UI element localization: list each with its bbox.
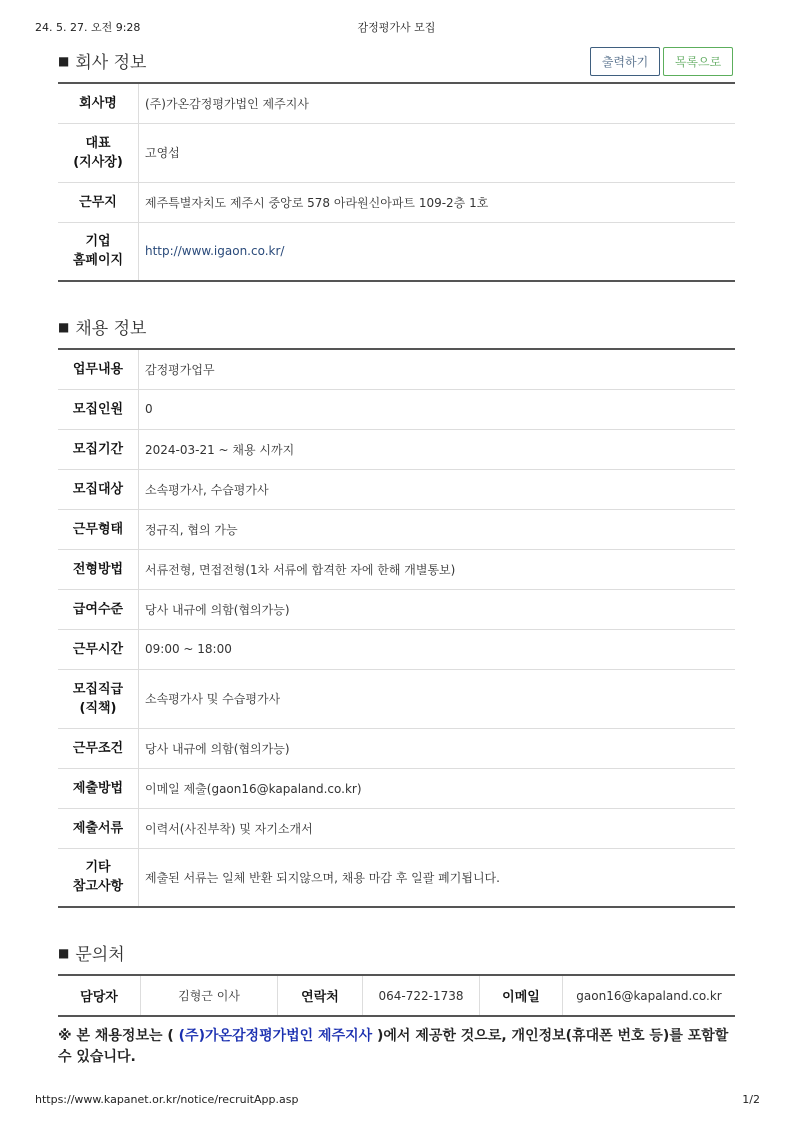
row-label: 전형방법 (58, 549, 139, 589)
table-row (58, 669, 735, 728)
workplace-value: 제주특별자치도 제주시 중앙로 578 아라원신아파트 109-2층 1호 (139, 182, 736, 222)
row-value: 정규직, 협의 가능 (139, 509, 736, 549)
company-info-table (58, 82, 735, 282)
table-row (58, 549, 735, 589)
contact-table (58, 974, 735, 1017)
print-button[interactable]: 출력하기 (590, 47, 660, 76)
row-value: 당사 내규에 의함(협의가능) (139, 728, 736, 768)
notice-prefix: ※ 본 채용정보는 ( (58, 1028, 179, 1044)
table-row (58, 629, 735, 669)
manager-label: 담당자 (58, 975, 141, 1016)
row-value: 0 (139, 389, 736, 429)
email-label: 이메일 (480, 975, 563, 1016)
recruit-section-title (58, 314, 146, 339)
table-row (58, 469, 735, 509)
privacy-notice (58, 1026, 738, 1068)
row-label: 모집대상 (58, 469, 139, 509)
table-row (58, 975, 735, 1016)
table-row (58, 83, 735, 123)
row-label: 모집직급 (직책) (58, 669, 139, 728)
recruit-section-label: 채용 정보 (75, 319, 147, 339)
table-row (58, 509, 735, 549)
row-value: 2024-03-21 ~ 채용 시까지 (139, 429, 736, 469)
row-label: 근무조건 (58, 728, 139, 768)
back-to-list-button[interactable]: 목록으로 (663, 47, 733, 76)
row-label: 모집기간 (58, 429, 139, 469)
phone-value: 064-722-1738 (363, 975, 480, 1016)
row-label: 제출서류 (58, 808, 139, 848)
row-value: 제출된 서류는 일체 반환 되지않으며, 채용 마감 후 일괄 폐기됩니다. (145, 870, 500, 885)
table-row (58, 848, 735, 907)
table-row (58, 728, 735, 768)
contact-section-label: 문의처 (75, 945, 125, 965)
row-label: 모집인원 (58, 389, 139, 429)
table-row (58, 349, 735, 389)
table-row (58, 808, 735, 848)
row-value: 이메일 제출(gaon16@kapaland.co.kr) (139, 768, 736, 808)
table-row (58, 123, 735, 182)
row-value: 감정평가업무 (139, 349, 736, 389)
manager-value: 김형근 이사 (141, 975, 278, 1016)
row-label: 근무시간 (58, 629, 139, 669)
notice-company-name: (주)가온감정평가법인 제주지사 (178, 1028, 373, 1044)
row-value: 당사 내규에 의함(협의가능) (139, 589, 736, 629)
table-row (58, 429, 735, 469)
square-bullet-icon: ■ (58, 319, 70, 334)
phone-label: 연락처 (278, 975, 363, 1016)
recruit-info-table (58, 348, 735, 908)
print-datetime: 24. 5. 27. 오전 9:28 (35, 21, 141, 34)
table-row (58, 182, 735, 222)
print-title: 감정평가사 모집 (357, 21, 436, 34)
square-bullet-icon: ■ (58, 53, 70, 68)
row-value: 09:00 ~ 18:00 (139, 629, 736, 669)
row-label: 급여수준 (58, 589, 139, 629)
square-bullet-icon: ■ (58, 945, 70, 960)
row-label: 대표 (지사장) (58, 123, 139, 182)
company-name-value: (주)가온감정평가법인 제주지사 (139, 83, 736, 123)
row-label: 제출방법 (58, 768, 139, 808)
row-label: 회사명 (58, 83, 139, 123)
table-row (58, 389, 735, 429)
row-label: 근무형태 (58, 509, 139, 549)
table-row (58, 768, 735, 808)
page-number: 1/2 (742, 1093, 760, 1106)
row-label: 기타 참고사항 (58, 848, 139, 907)
ceo-value: 고영섭 (139, 123, 736, 182)
row-label: 업무내용 (58, 349, 139, 389)
email-value: gaon16@kapaland.co.kr (576, 988, 722, 1003)
table-row (58, 589, 735, 629)
row-label: 근무지 (58, 182, 139, 222)
row-value: 소속평가사, 수습평가사 (139, 469, 736, 509)
row-value: 서류전형, 면접전형(1차 서류에 합격한 자에 한해 개별통보) (139, 549, 736, 589)
row-value: 이력서(사진부착) 및 자기소개서 (139, 808, 736, 848)
company-section-title (58, 48, 146, 73)
notice-suffix: )에서 제공한 것으로, 개인정보(휴대폰 번호 등)를 포함할 수 있습니다. (58, 1028, 729, 1065)
company-section-label: 회사 정보 (75, 53, 147, 73)
print-url: https://www.kapanet.or.kr/notice/recruitApp.asp (35, 1093, 299, 1106)
row-value: 소속평가사 및 수습평가사 (139, 669, 736, 728)
table-row (58, 222, 735, 281)
row-label: 기업 홈페이지 (58, 222, 139, 281)
contact-section-title (58, 940, 125, 965)
homepage-link[interactable]: http://www.igaon.co.kr/ (145, 244, 285, 259)
